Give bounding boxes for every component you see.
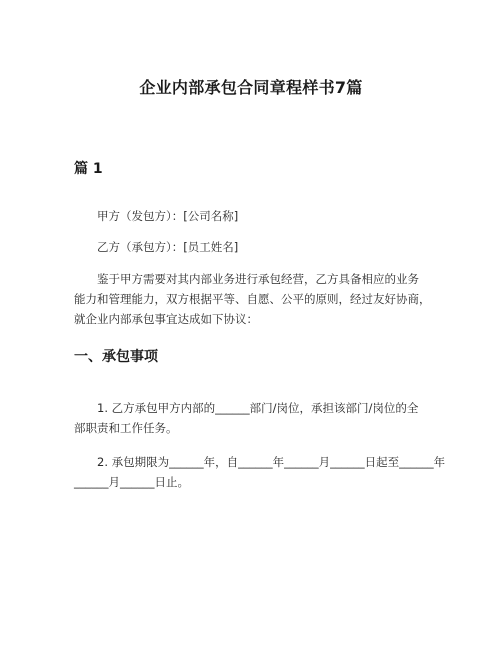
document-title: 企业内部承包合同章程样书7篇 [139,78,363,97]
clause-1-line-1: 1. 乙方承包甲方内部的______部门/岗位，承担该部门/岗位的全 [97,401,419,415]
section-heading-part-1: 篇 1 [74,161,103,177]
clause-2-line-2: ______月______日止。 [74,475,189,489]
party-a-line: 甲方（发包方）：[公司名称] [97,209,239,223]
clause-1-line-2: 部职责和工作任务。 [74,421,178,435]
preamble-line-2: 能力和管理能力，双方根据平等、自愿、公平的原则，经过友好协商， [74,292,431,306]
article-heading-contract-items: 一、承包事项 [74,349,158,365]
preamble-line-1: 鉴于甲方需要对其内部业务进行承包经营，乙方具备相应的业务 [97,272,419,286]
party-b-line: 乙方（承包方）：[员工姓名] [97,240,239,254]
preamble-line-3: 就企业内部承包事宜达成如下协议： [74,312,258,326]
clause-2-line-1: 2. 承包期限为______年，自______年______月______日起至______年 [97,455,446,469]
